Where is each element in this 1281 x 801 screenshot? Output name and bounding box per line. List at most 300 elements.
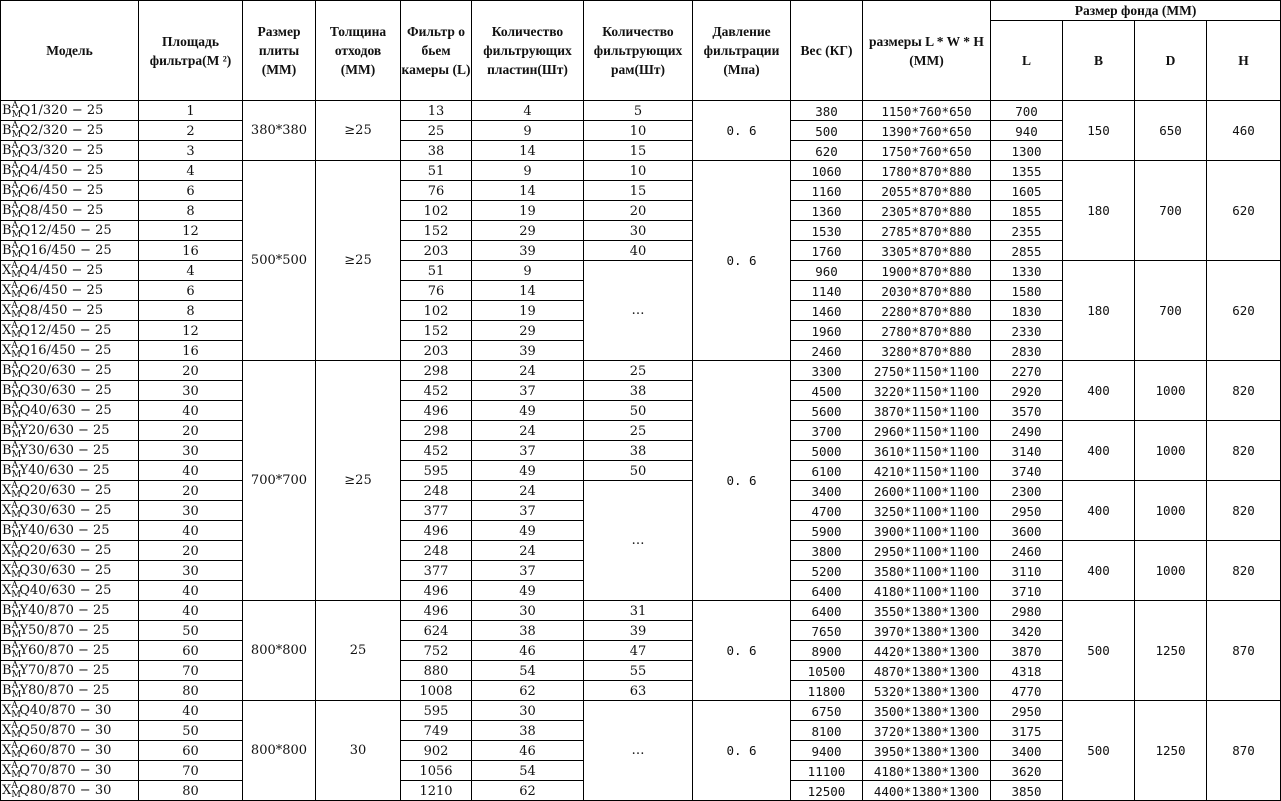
model-sup-bottom: M [11,569,21,580]
model-sup-bottom: M [11,369,22,380]
model-sup-bottom: M [11,269,21,280]
frame-count-cell: 50 [584,401,693,421]
plate-size-cell: 500*500 [243,161,316,361]
model-sup-top: A [11,580,19,591]
table-row [1,701,1281,721]
model-sup-top: A [11,180,19,191]
foundation-b-cell: 180 [1063,161,1135,261]
waste-thickness-cell: ≥25 [316,361,401,601]
model-name: Q40/870 − 30 [19,703,112,718]
foundation-l-cell: 3400 [991,741,1063,761]
dimensions-cell: 2305*870*880 [863,201,991,221]
weight-cell: 8900 [791,641,863,661]
model-sup-top: A [11,200,19,211]
filter-area-cell: 40 [139,701,243,721]
model-sup-bottom: M [11,489,21,500]
model-cell [1,261,139,281]
weight-cell: 8100 [791,721,863,741]
table-row [1,481,1281,501]
foundation-h-cell: 820 [1207,421,1281,481]
model-name: Q6/450 − 25 [19,183,104,198]
foundation-l-cell: 1330 [991,261,1063,281]
model-name: Y30/630 − 25 [19,443,110,458]
model-sup-bottom: M [11,329,21,340]
model-prefix: X [2,503,12,518]
header-pressure: Давление фильтрации (Мпа) [693,1,791,101]
weight-cell: 7650 [791,621,863,641]
foundation-d-cell: 1250 [1135,601,1207,701]
foundation-l-cell: 700 [991,101,1063,121]
chamber-volume-cell: 38 [401,141,472,161]
model-sup-top: A [11,520,19,531]
model-prefix: X [2,343,12,358]
frame-count-cell: 47 [584,641,693,661]
foundation-l-cell: 2950 [991,701,1063,721]
filter-area-cell: 20 [139,421,243,441]
chamber-volume-cell: 496 [401,401,472,421]
foundation-b-cell: 400 [1063,541,1135,601]
filter-area-cell: 30 [139,501,243,521]
chamber-volume-cell: 1056 [401,761,472,781]
foundation-l-cell: 2355 [991,221,1063,241]
dimensions-cell: 2030*870*880 [863,281,991,301]
model-superscript [12,221,20,239]
model-prefix: X [2,703,12,718]
filter-area-cell: 12 [139,221,243,241]
header-foundation-l: L [991,21,1063,101]
model-cell [1,221,139,241]
model-name: Q8/450 − 25 [19,203,104,218]
model-superscript [12,621,20,639]
model-superscript [12,641,20,659]
model-name: Q12/450 − 25 [19,323,112,338]
model-name: Y50/870 − 25 [19,623,110,638]
model-superscript [12,661,20,679]
plate-count-cell: 24 [472,361,584,381]
chamber-volume-cell: 377 [401,501,472,521]
model-superscript [12,201,20,219]
model-name: Y40/630 − 25 [19,523,110,538]
plate-count-cell: 39 [472,241,584,261]
weight-cell: 6400 [791,581,863,601]
model-sup-bottom: M [11,249,22,260]
model-name: Q40/630 − 25 [19,403,112,418]
model-cell [1,661,139,681]
pressure-cell: 0. 6 [693,601,791,701]
foundation-b-cell: 400 [1063,421,1135,481]
dimensions-cell: 3720*1380*1300 [863,721,991,741]
model-sup-top: A [11,480,19,491]
dimensions-cell: 2960*1150*1100 [863,421,991,441]
model-cell [1,401,139,421]
model-prefix: B [2,443,12,458]
header-frame-count: Количество фильтрующих рам(Шт) [584,1,693,101]
model-sup-top: A [11,380,19,391]
foundation-b-cell: 150 [1063,101,1135,161]
plate-count-cell: 54 [472,761,584,781]
table-row [1,601,1281,621]
model-sup-bottom: M [11,449,22,460]
plate-count-cell: 24 [472,421,584,441]
model-sup-bottom: M [11,529,22,540]
model-name: Q2/320 − 25 [19,123,104,138]
foundation-d-cell: 1000 [1135,541,1207,601]
filter-area-cell: 6 [139,281,243,301]
weight-cell: 6100 [791,461,863,481]
foundation-b-cell: 400 [1063,361,1135,421]
model-sup-bottom: M [11,789,21,800]
foundation-l-cell: 3710 [991,581,1063,601]
chamber-volume-cell: 152 [401,321,472,341]
foundation-l-cell: 3740 [991,461,1063,481]
frame-count-cell: 50 [584,461,693,481]
weight-cell: 11800 [791,681,863,701]
plate-count-cell: 46 [472,641,584,661]
model-cell [1,441,139,461]
header-weight: Вес (КГ) [791,1,863,101]
model-superscript [12,461,20,479]
filter-area-cell: 40 [139,521,243,541]
model-sup-top: A [11,700,19,711]
foundation-l-cell: 3570 [991,401,1063,421]
model-prefix: B [2,663,12,678]
chamber-volume-cell: 248 [401,541,472,561]
model-prefix: X [2,543,12,558]
model-superscript [12,181,20,199]
waste-thickness-cell: ≥25 [316,161,401,361]
model-cell [1,481,139,501]
model-name: Q60/870 − 30 [19,743,112,758]
model-superscript [12,681,20,699]
model-name: Q6/450 − 25 [19,283,104,298]
model-prefix: B [2,423,12,438]
model-sup-top: A [11,680,19,691]
weight-cell: 380 [791,101,863,121]
plate-count-cell: 4 [472,101,584,121]
foundation-l-cell: 2300 [991,481,1063,501]
frame-count-cell: 15 [584,141,693,161]
chamber-volume-cell: 902 [401,741,472,761]
weight-cell: 4500 [791,381,863,401]
plate-count-cell: 9 [472,261,584,281]
model-sup-bottom: M [11,189,22,200]
plate-count-cell: 30 [472,701,584,721]
weight-cell: 3300 [791,361,863,381]
foundation-d-cell: 700 [1135,161,1207,261]
model-cell [1,721,139,741]
foundation-d-cell: 1000 [1135,361,1207,421]
model-sup-bottom: M [11,549,21,560]
model-sup-bottom: M [11,709,21,720]
chamber-volume-cell: 880 [401,661,472,681]
frame-count-cell: 31 [584,601,693,621]
filter-area-cell: 16 [139,241,243,261]
chamber-volume-cell: 248 [401,481,472,501]
filter-area-cell: 1 [139,101,243,121]
dimensions-cell: 3970*1380*1300 [863,621,991,641]
model-name: Q20/630 − 25 [19,543,112,558]
frame-count-cell: 63 [584,681,693,701]
model-superscript [12,421,20,439]
weight-cell: 620 [791,141,863,161]
model-cell [1,601,139,621]
model-cell [1,281,139,301]
model-prefix: X [2,563,12,578]
weight-cell: 1360 [791,201,863,221]
chamber-volume-cell: 624 [401,621,472,641]
model-sup-top: A [11,540,19,551]
model-sup-bottom: M [11,109,22,120]
model-sup-top: A [11,320,19,331]
frame-count-cell: 40 [584,241,693,261]
frame-count-cell: 5 [584,101,693,121]
dimensions-cell: 2280*870*880 [863,301,991,321]
model-sup-top: A [11,220,19,231]
foundation-b-cell: 500 [1063,701,1135,801]
model-prefix: X [2,263,12,278]
filter-area-cell: 8 [139,201,243,221]
frame-count-cell: 20 [584,201,693,221]
frame-count-cell: 39 [584,621,693,641]
header-filter-area: Площадь фильтра(М ²) [139,1,243,101]
frame-count-cell: 30 [584,221,693,241]
header-plate-count: Количество фильтрующих пластин(Шт) [472,1,584,101]
model-superscript [12,601,20,619]
model-superscript [12,361,20,379]
chamber-volume-cell: 1210 [401,781,472,801]
dimensions-cell: 4180*1100*1100 [863,581,991,601]
filter-area-cell: 80 [139,781,243,801]
foundation-l-cell: 2855 [991,241,1063,261]
plate-count-cell: 37 [472,501,584,521]
frame-count-cell: 38 [584,441,693,461]
table-row [1,161,1281,181]
foundation-l-cell: 3110 [991,561,1063,581]
plate-count-cell: 29 [472,321,584,341]
filter-area-cell: 40 [139,401,243,421]
weight-cell: 1460 [791,301,863,321]
foundation-d-cell: 1000 [1135,481,1207,541]
model-prefix: B [2,643,12,658]
chamber-volume-cell: 76 [401,181,472,201]
model-prefix: X [2,323,12,338]
model-sup-bottom: M [11,629,22,640]
chamber-volume-cell: 13 [401,101,472,121]
dimensions-cell: 2750*1150*1100 [863,361,991,381]
model-sup-top: A [11,760,19,771]
model-name: Q30/630 − 25 [19,383,112,398]
foundation-l-cell: 3850 [991,781,1063,801]
filter-area-cell: 60 [139,741,243,761]
model-sup-bottom: M [11,209,22,220]
dimensions-cell: 3870*1150*1100 [863,401,991,421]
plate-count-cell: 37 [472,561,584,581]
foundation-l-cell: 2830 [991,341,1063,361]
model-sup-bottom: M [11,429,22,440]
weight-cell: 1140 [791,281,863,301]
waste-thickness-cell: 30 [316,701,401,801]
chamber-volume-cell: 102 [401,301,472,321]
foundation-l-cell: 1300 [991,141,1063,161]
model-sup-bottom: M [11,769,21,780]
model-prefix: B [2,143,12,158]
frame-count-cell: 10 [584,121,693,141]
weight-cell: 10500 [791,661,863,681]
weight-cell: 1160 [791,181,863,201]
filter-area-cell: 20 [139,361,243,381]
foundation-h-cell: 870 [1207,601,1281,701]
weight-cell: 500 [791,121,863,141]
model-cell [1,321,139,341]
model-prefix: X [2,303,12,318]
model-name: Q16/450 − 25 [19,243,112,258]
weight-cell: 11100 [791,761,863,781]
chamber-volume-cell: 51 [401,261,472,281]
foundation-b-cell: 500 [1063,601,1135,701]
model-sup-top: A [11,600,19,611]
dimensions-cell: 3250*1100*1100 [863,501,991,521]
model-prefix: B [2,163,12,178]
model-cell [1,741,139,761]
model-name: Y80/870 − 25 [19,683,110,698]
weight-cell: 1960 [791,321,863,341]
filter-area-cell: 40 [139,581,243,601]
foundation-l-cell: 3420 [991,621,1063,641]
model-name: Y70/870 − 25 [19,663,110,678]
filter-area-cell: 70 [139,661,243,681]
dimensions-cell: 1150*760*650 [863,101,991,121]
header-foundation-h: H [1207,21,1281,101]
filter-area-cell: 2 [139,121,243,141]
model-name: Q70/870 − 30 [19,763,112,778]
header-foundation-size: Размер фонда (ММ) [991,1,1281,21]
plate-count-cell: 62 [472,681,584,701]
chamber-volume-cell: 298 [401,421,472,441]
pressure-cell: 0. 6 [693,101,791,161]
model-cell [1,121,139,141]
model-cell [1,521,139,541]
dimensions-cell: 3280*870*880 [863,341,991,361]
model-cell [1,141,139,161]
frame-count-cell: 55 [584,661,693,681]
model-sup-top: A [11,640,19,651]
frame-count-cell: 25 [584,361,693,381]
dimensions-cell: 3610*1150*1100 [863,441,991,461]
model-sup-top: A [11,120,19,131]
model-prefix: X [2,723,12,738]
model-cell [1,101,139,121]
model-name: Q3/320 − 25 [19,143,104,158]
table-row [1,361,1281,381]
model-name: Q1/320 − 25 [19,103,104,118]
pressure-cell: 0. 6 [693,361,791,601]
dimensions-cell: 3305*870*880 [863,241,991,261]
weight-cell: 12500 [791,781,863,801]
model-sup-bottom: M [11,509,21,520]
foundation-h-cell: 820 [1207,481,1281,541]
chamber-volume-cell: 496 [401,581,472,601]
header-dimensions: размеры L * W * H (ММ) [863,1,991,101]
model-cell [1,161,139,181]
model-name: Y60/870 − 25 [19,643,110,658]
model-cell [1,201,139,221]
foundation-l-cell: 3620 [991,761,1063,781]
model-cell [1,361,139,381]
plate-count-cell: 30 [472,601,584,621]
model-superscript [12,121,20,139]
chamber-volume-cell: 298 [401,361,472,381]
dimensions-cell: 1780*870*880 [863,161,991,181]
model-name: Y40/630 − 25 [19,463,110,478]
plate-count-cell: 14 [472,141,584,161]
model-sup-bottom: M [11,149,22,160]
chamber-volume-cell: 76 [401,281,472,301]
model-cell [1,641,139,661]
model-sup-top: A [11,740,19,751]
dimensions-cell: 2950*1100*1100 [863,541,991,561]
frame-count-cell: 10 [584,161,693,181]
frame-count-cell: 38 [584,381,693,401]
foundation-l-cell: 2270 [991,361,1063,381]
chamber-volume-cell: 25 [401,121,472,141]
model-prefix: B [2,623,12,638]
chamber-volume-cell: 152 [401,221,472,241]
model-cell [1,681,139,701]
model-cell [1,761,139,781]
weight-cell: 3700 [791,421,863,441]
weight-cell: 1060 [791,161,863,181]
model-prefix: X [2,583,12,598]
model-cell [1,501,139,521]
filter-area-cell: 3 [139,141,243,161]
model-name: Q4/450 − 25 [19,263,104,278]
foundation-l-cell: 1855 [991,201,1063,221]
filter-area-cell: 16 [139,341,243,361]
foundation-d-cell: 650 [1135,101,1207,161]
plate-count-cell: 9 [472,161,584,181]
chamber-volume-cell: 749 [401,721,472,741]
foundation-h-cell: 820 [1207,541,1281,601]
filter-area-cell: 30 [139,441,243,461]
foundation-l-cell: 1830 [991,301,1063,321]
foundation-h-cell: 870 [1207,701,1281,801]
model-sup-top: A [11,300,19,311]
dimensions-cell: 3900*1100*1100 [863,521,991,541]
chamber-volume-cell: 1008 [401,681,472,701]
model-sup-top: A [11,260,19,271]
plate-size-cell: 800*800 [243,701,316,801]
filter-area-cell: 60 [139,641,243,661]
model-prefix: B [2,243,12,258]
model-sup-top: A [11,360,19,371]
model-cell [1,561,139,581]
plate-count-cell: 46 [472,741,584,761]
weight-cell: 4700 [791,501,863,521]
chamber-volume-cell: 595 [401,461,472,481]
model-superscript [12,521,20,539]
foundation-l-cell: 2490 [991,421,1063,441]
model-sup-top: A [11,460,19,471]
foundation-b-cell: 180 [1063,261,1135,361]
plate-count-cell: 24 [472,481,584,501]
foundation-d-cell: 1000 [1135,421,1207,481]
foundation-b-cell: 400 [1063,481,1135,541]
filter-area-cell: 8 [139,301,243,321]
filter-area-cell: 50 [139,721,243,741]
model-cell [1,381,139,401]
foundation-l-cell: 2920 [991,381,1063,401]
frame-count-cell: 15 [584,181,693,201]
